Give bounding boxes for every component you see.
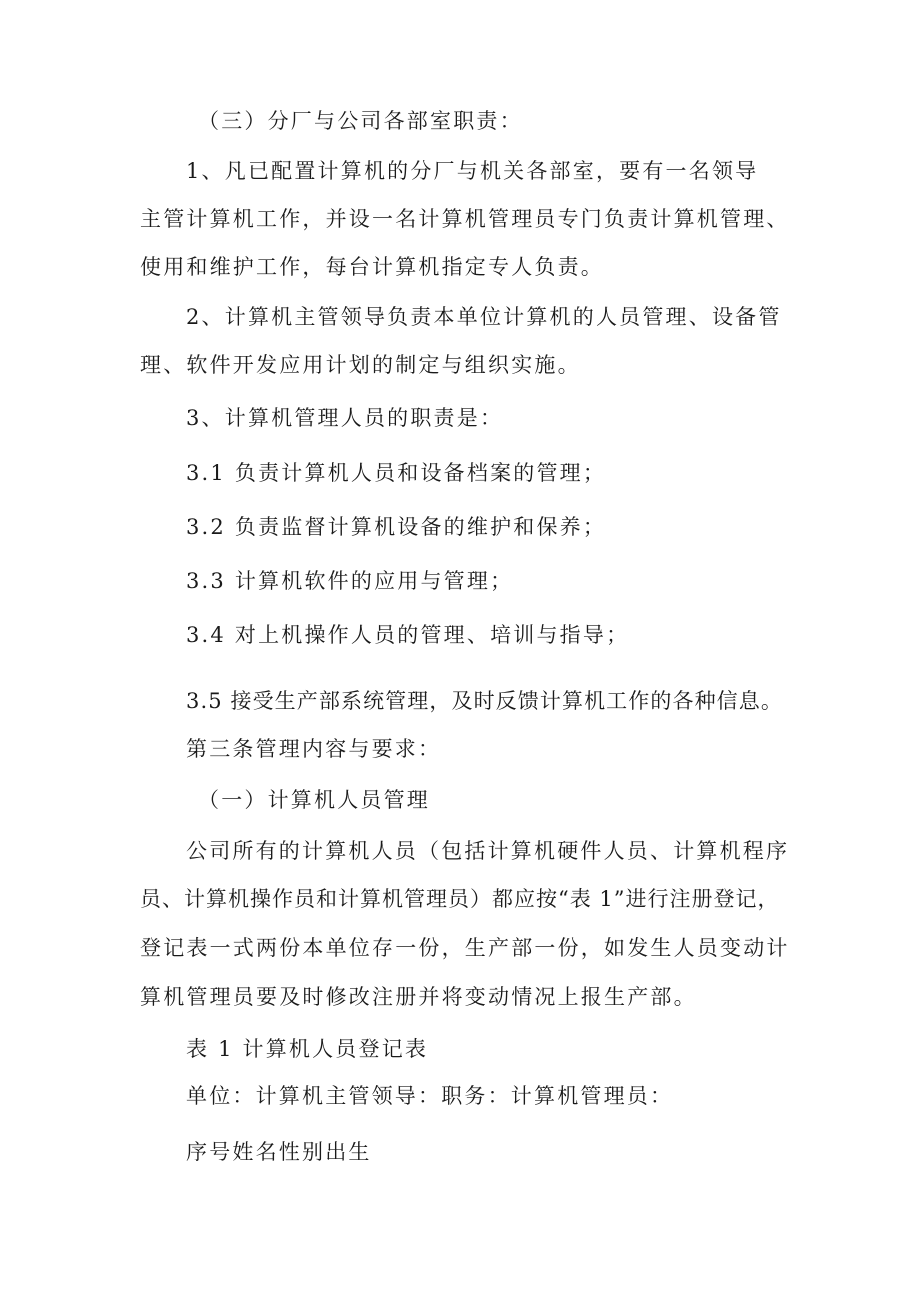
list-item: 3.1 负责计算机人员和设备档案的管理；	[186, 461, 607, 485]
paragraph-line: 登记表一式两份本单位存一份，生产部一份，如发生人员变动计	[140, 936, 790, 960]
paragraph-line: 1、凡已配置计算机的分厂与机关各部室，要有一名领导	[186, 159, 759, 183]
list-item: 3.2 负责监督计算机设备的维护和保养；	[186, 515, 607, 539]
paragraph-line: 公司所有的计算机人员（包括计算机硬件人员、计算机程序	[186, 839, 790, 863]
paragraph-line: 3、计算机管理人员的职责是：	[186, 406, 504, 430]
table-form-fields: 单位：计算机主管领导：职务：计算机管理员：	[186, 1084, 674, 1108]
paragraph-line: 算机管理员要及时修改注册并将变动情况上报生产部。	[140, 985, 697, 1009]
list-item: 3.3 计算机软件的应用与管理；	[186, 569, 514, 593]
table-header-row: 序号姓名性别出生	[186, 1140, 372, 1164]
section-heading-1: （一）计算机人员管理	[198, 788, 430, 812]
section-heading-3: （三）分厂与公司各部室职责：	[198, 109, 523, 133]
paragraph-line: 理、软件开发应用计划的制定与组织实施。	[140, 353, 581, 377]
list-item: 3.5 接受生产部系统管理，及时反馈计算机工作的各种信息。	[186, 689, 783, 713]
article-heading: 第三条管理内容与要求：	[186, 737, 442, 761]
paragraph-line: 2、计算机主管领导负责本单位计算机的人员管理、设备管	[186, 305, 782, 329]
paragraph-line: 主管计算机工作，并设一名计算机管理员专门负责计算机管理、	[140, 207, 790, 231]
table-caption: 表 1 计算机人员登记表	[186, 1037, 429, 1061]
list-item: 3.4 对上机操作人员的管理、培训与指导；	[186, 623, 630, 647]
paragraph-line: 使用和维护工作，每台计算机指定专人负责。	[140, 255, 604, 279]
paragraph-line: 员、计算机操作员和计算机管理员）都应按“表 1”进行注册登记，	[140, 887, 780, 911]
